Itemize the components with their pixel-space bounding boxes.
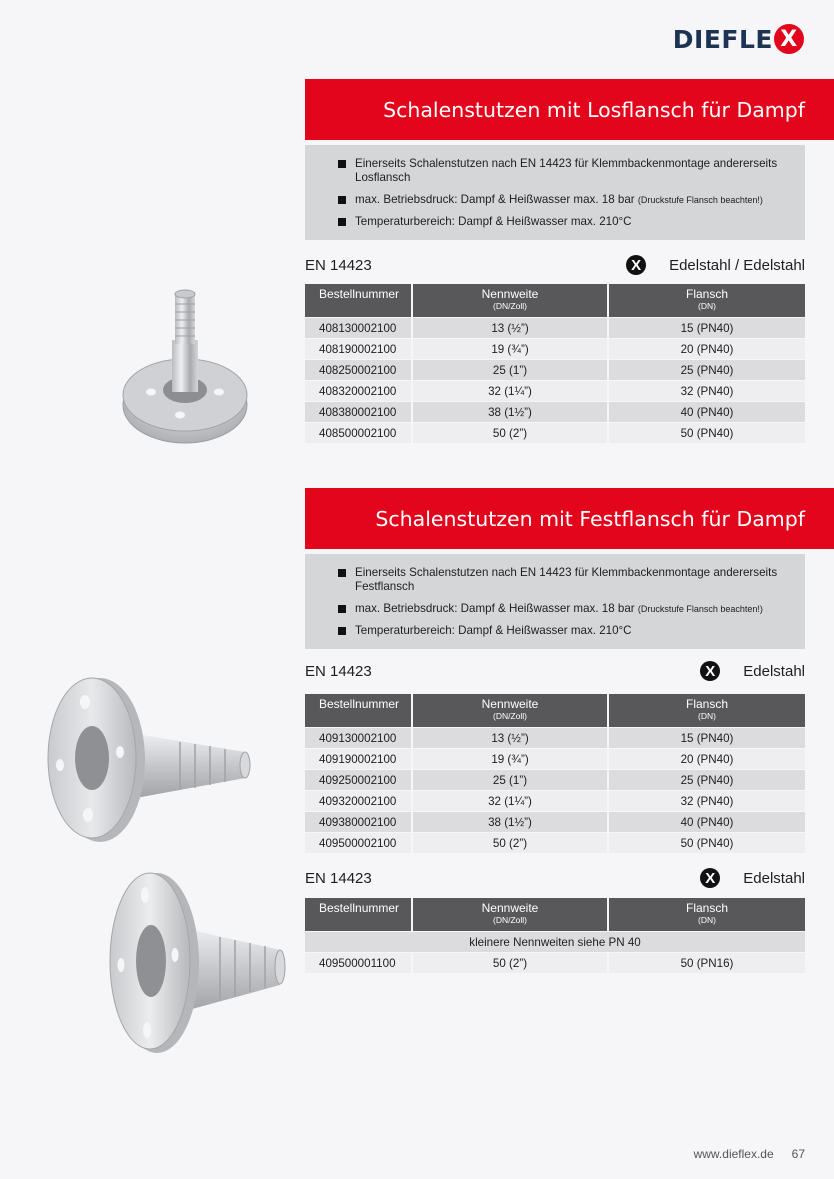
product-table-losflansch xyxy=(305,284,805,443)
header-nennweite: Nennweite (DN/Zoll) xyxy=(413,694,609,727)
features-panel-festflansch xyxy=(305,554,805,649)
standard-label: EN 14423 xyxy=(305,869,372,887)
features-panel-losflansch xyxy=(305,145,805,240)
header-bestellnummer: Bestellnummer xyxy=(305,284,413,317)
header-bestellnummer: Bestellnummer xyxy=(305,694,413,727)
product-image-festflansch-pn16 xyxy=(105,865,300,1075)
table-row: 408130002100 13 (½”) 15 (PN40) xyxy=(305,317,805,338)
feature-note: (Druckstufe Flansch beachten!) xyxy=(637,195,763,205)
material-label: Edelstahl xyxy=(743,869,805,887)
header-flansch: Flansch (DN) xyxy=(609,898,805,931)
product-image-festflansch xyxy=(30,660,295,870)
product-table-festflansch-pn16 xyxy=(305,898,805,973)
header-bestellnummer: Bestellnummer xyxy=(305,898,413,931)
brand-x-mark: X xyxy=(774,24,804,54)
bullet-icon xyxy=(338,160,346,168)
table-row: 409250002100 25 (1”) 25 (PN40) xyxy=(305,769,805,790)
standard-label: EN 14423 xyxy=(305,256,372,274)
x-circle-icon: X xyxy=(700,661,720,681)
feature-item: Temperaturbereich: Dampf & Heißwasser max. 210°C xyxy=(338,215,789,229)
feature-item: max. Betriebsdruck: Dampf & Heißwasser max. 18 bar (Druckstufe Flansch beachten!) xyxy=(338,602,789,616)
footer-url: www.dieflex.de xyxy=(693,1147,774,1161)
feature-item: Einerseits Schalenstutzen nach EN 14423 für Klemmbackenmontage andererseits Losflansch xyxy=(338,157,789,185)
standard-row xyxy=(305,867,805,889)
bullet-icon xyxy=(338,627,346,635)
table-note-row: kleinere Nennweiten siehe PN 40 xyxy=(305,931,805,952)
table-row: 409500001100 50 (2”) 50 (PN16) xyxy=(305,952,805,973)
x-circle-icon: X xyxy=(626,255,646,275)
feature-item: Einerseits Schalenstutzen nach EN 14423 für Klemmbackenmontage andererseits Festflansch xyxy=(338,566,789,594)
feature-item: max. Betriebsdruck: Dampf & Heißwasser max. 18 bar (Druckstufe Flansch beachten!) xyxy=(338,193,789,207)
page-number: 67 xyxy=(791,1147,805,1161)
standard-label: EN 14423 xyxy=(305,662,372,680)
feature-item: Temperaturbereich: Dampf & Heißwasser max. 210°C xyxy=(338,624,789,638)
brand-logo xyxy=(673,24,804,54)
standard-row xyxy=(305,254,805,276)
feature-note: (Druckstufe Flansch beachten!) xyxy=(637,604,763,614)
section-title-festflansch: Schalenstutzen mit Festflansch für Dampf xyxy=(305,488,834,549)
table-row: 408320002100 32 (1¼”) 32 (PN40) xyxy=(305,380,805,401)
material-label: Edelstahl / Edelstahl xyxy=(669,256,805,274)
table-row: 408190002100 19 (¾”) 20 (PN40) xyxy=(305,338,805,359)
table-row: 409380002100 38 (1½”) 40 (PN40) xyxy=(305,811,805,832)
header-flansch: Flansch (DN) xyxy=(609,694,805,727)
bullet-icon xyxy=(338,569,346,577)
table-row: 409190002100 19 (¾”) 20 (PN40) xyxy=(305,748,805,769)
table-row: 408380002100 38 (1½”) 40 (PN40) xyxy=(305,401,805,422)
brand-name: DIEFLE xyxy=(672,24,773,54)
product-table-festflansch xyxy=(305,694,805,853)
header-nennweite: Nennweite (DN/Zoll) xyxy=(413,898,609,931)
bullet-icon xyxy=(338,218,346,226)
table-row: 408250002100 25 (1”) 25 (PN40) xyxy=(305,359,805,380)
standard-row xyxy=(305,660,805,682)
table-row: 409500002100 50 (2”) 50 (PN40) xyxy=(305,832,805,853)
product-image-losflansch xyxy=(60,270,300,460)
table-row: 408500002100 50 (2”) 50 (PN40) xyxy=(305,422,805,443)
table-row: 409130002100 13 (½”) 15 (PN40) xyxy=(305,727,805,748)
bullet-icon xyxy=(338,196,346,204)
table-row: 409320002100 32 (1¼”) 32 (PN40) xyxy=(305,790,805,811)
x-circle-icon: X xyxy=(700,868,720,888)
material-label: Edelstahl xyxy=(743,662,805,680)
page-footer xyxy=(694,1147,805,1161)
section-title-losflansch: Schalenstutzen mit Losflansch für Dampf xyxy=(305,79,834,140)
bullet-icon xyxy=(338,605,346,613)
header-flansch: Flansch (DN) xyxy=(609,284,805,317)
header-nennweite: Nennweite (DN/Zoll) xyxy=(413,284,609,317)
